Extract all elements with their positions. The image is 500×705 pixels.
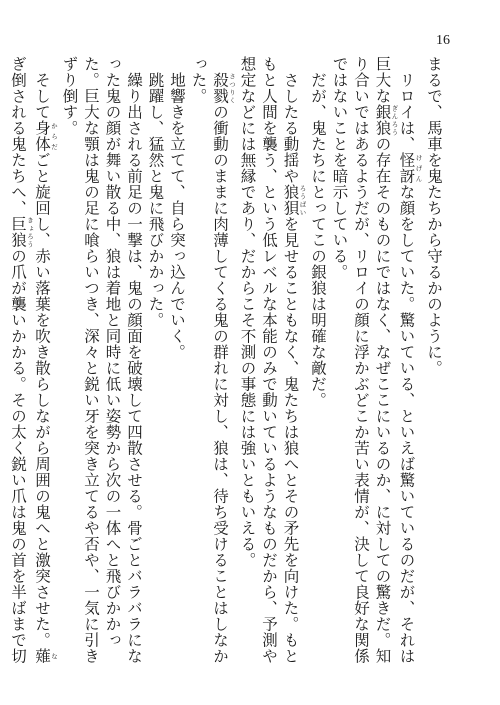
ruby-word	[397, 151, 423, 184]
text-run: 繰り出される前足の一撃は、鬼の顔面を破壊して四散させる。骨ごとバラバラになった鬼の顔が舞い散る中、狼は着地と同時に低い姿勢から次の一体へと飛びかかった。巨大な顎は鬼の足に喰らいつき、深々と鋭い牙を突き立てるや否や、一気に引きずり倒す。	[60, 56, 143, 664]
ruby-word	[281, 183, 307, 216]
ruby-word	[211, 71, 236, 104]
paragraph	[236, 56, 307, 676]
ruby-base: 銀狼	[373, 104, 392, 136]
text-run: まるで、馬車を鬼たちから守るかのように。	[425, 56, 443, 376]
ruby-reading: からだ	[50, 119, 58, 152]
ruby-word	[9, 216, 34, 248]
text-run: ぎ倒される鬼たちへ、	[9, 56, 27, 216]
ruby-base: 薙	[33, 647, 51, 664]
text-run: の衝動のままに肉薄してくる鬼の群れに対し、狼は、待ち受けることはしなかった。	[189, 56, 229, 664]
paragraph	[423, 56, 445, 676]
text-run: リロイは、	[397, 71, 416, 152]
ruby-reading: きょろう	[26, 216, 34, 248]
ruby-reading: ろうばい	[298, 183, 307, 216]
text-run: の存在そのものにではなく、なぜここにいるのか、に対しての驚きだ。知り合いではあるようだが、リロイの顔に浮かぶどこか苦い表情が、決して良好な関係ではないことを暗示している。	[330, 56, 392, 664]
paragraph	[187, 56, 236, 676]
ruby-word	[33, 647, 58, 664]
paragraph	[58, 56, 144, 676]
text-run: さしたる動揺や	[281, 71, 300, 184]
text-run: 跳躍し、猛然と鬼に飛びかかった。	[146, 71, 165, 328]
vertical-text-block	[9, 56, 444, 676]
paragraph	[307, 56, 329, 676]
paragraph	[7, 56, 59, 676]
text-run: 地響きを立てて、自ら突っ込んでいく。	[168, 71, 186, 360]
text-run: だが、鬼たちにとってこの銀狼は明確な敵だ。	[309, 71, 327, 408]
paragraph	[144, 56, 166, 676]
page-number: 16	[436, 33, 450, 48]
ruby-base: 殺戮	[211, 71, 229, 104]
ruby-reading: ぎんろう	[390, 104, 399, 136]
text-run: の爪が襲いかかる。その太く鋭い爪は鬼の首を半ばまで切	[9, 248, 27, 664]
ruby-base: 身体	[33, 119, 51, 152]
text-run: ごと旋回し、赤い落葉を吹き散らしながら周囲の鬼へと激突させた。	[33, 151, 51, 648]
paragraph	[328, 56, 423, 676]
ruby-reading: けげん	[414, 151, 423, 184]
ruby-reading: さつりく	[228, 71, 236, 104]
text-run: を見せることもなく、鬼たちは狼へとその矛先を向けた。もともと人間を襲う、という低レベルな本能のみで動いているようなものだから、予測や想定などには無縁であり、だからこそ不測の事態には強いともいえる。	[238, 56, 300, 664]
text-run: そして	[33, 71, 51, 120]
paragraph	[166, 56, 188, 676]
ruby-base: 怪訝	[397, 151, 416, 184]
ruby-reading: な	[50, 647, 58, 664]
ruby-word	[373, 104, 399, 136]
ruby-base: 巨狼	[9, 216, 27, 248]
ruby-word	[33, 119, 58, 152]
text-run: な顔をしていた。驚いている、といえば驚いているのだが、それは巨大な	[373, 56, 416, 664]
ruby-base: 狼狽	[281, 183, 300, 216]
